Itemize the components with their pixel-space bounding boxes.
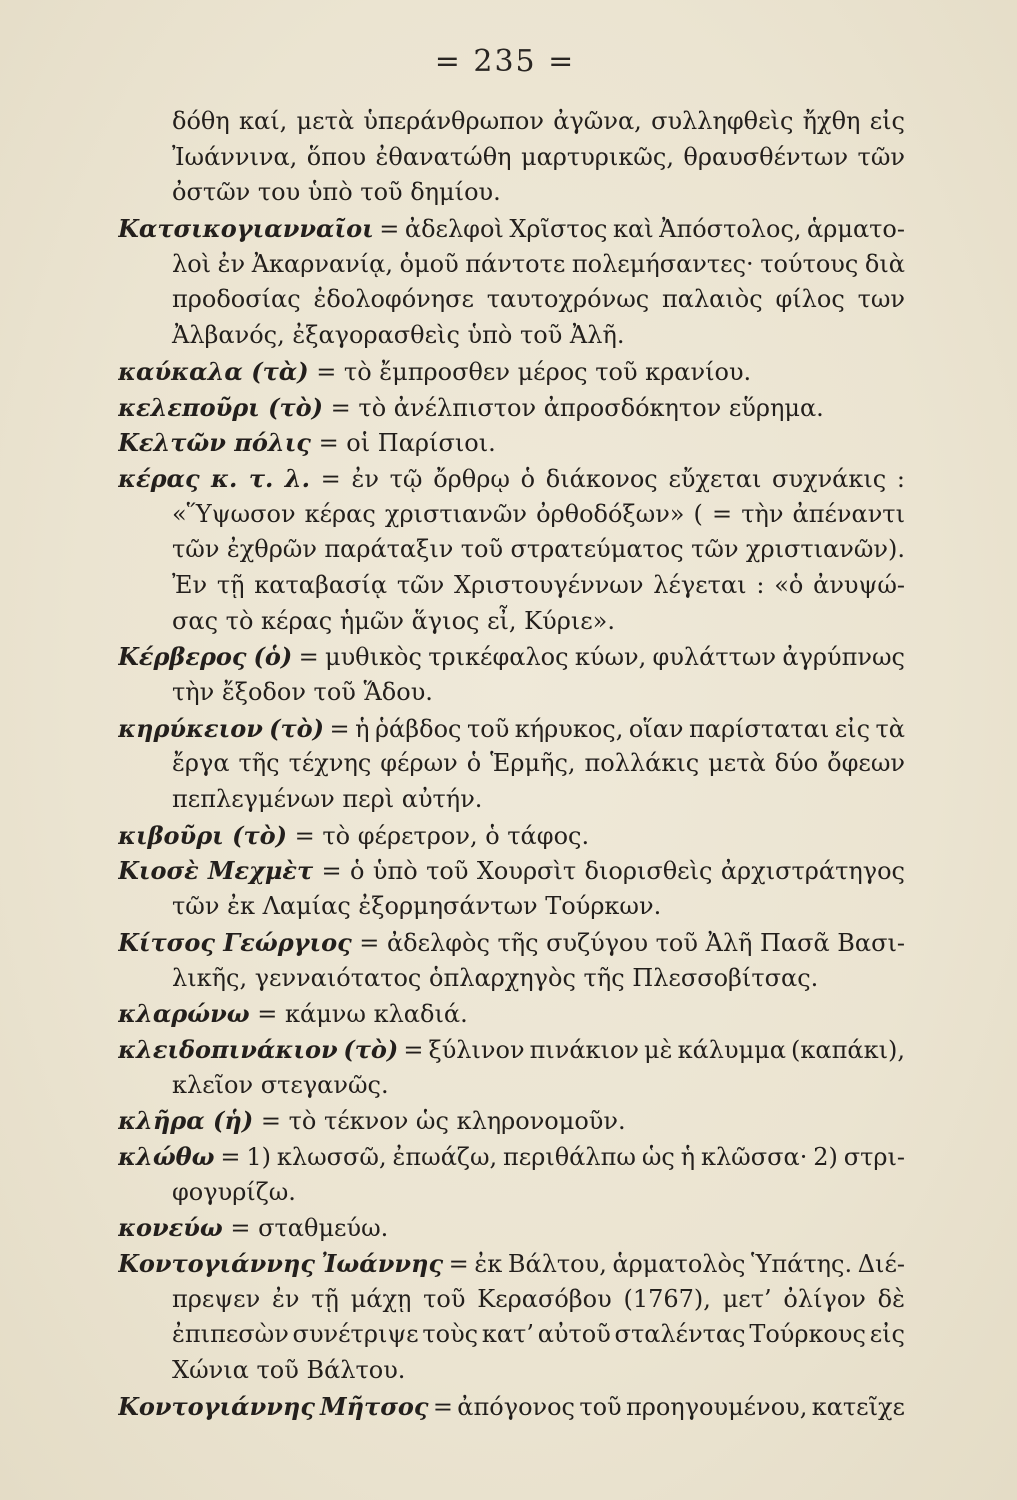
page-number: = 235 = xyxy=(434,44,576,79)
line-content xyxy=(118,853,905,889)
glossary-entry xyxy=(118,996,905,1032)
line-content xyxy=(172,746,905,782)
definition-text: = τὸ φέρετρον, ὁ τάφος. xyxy=(294,821,590,850)
line-content xyxy=(118,818,589,854)
text-line xyxy=(118,1246,905,1282)
headword: Κιοσὲ Μεχμὲτ xyxy=(118,856,314,886)
text-line xyxy=(118,1032,905,1068)
headword: κονεύω xyxy=(118,1213,223,1243)
definition-text: πεπλεγμένων περὶ αὐτήν. xyxy=(172,785,483,814)
definition-text: πρεψεν ἐν τῇ μάχῃ τοῦ Κερασόβου (1767), μετ’ ὀλίγον δὲ xyxy=(172,1284,905,1313)
line-content xyxy=(118,639,905,675)
line-content xyxy=(172,1317,905,1353)
text-line xyxy=(118,532,905,568)
glossary-entry xyxy=(118,1103,905,1139)
definition-text: Χώνια τοῦ Βάλτου. xyxy=(172,1356,406,1385)
definition-text: = ἀδελφὸς τῆς συζύγου τοῦ Ἀλῆ Πασᾶ Βασι- xyxy=(359,928,905,957)
line-content xyxy=(172,104,905,140)
line-content xyxy=(118,1103,626,1139)
headword: καύκαλα (τὰ) xyxy=(118,356,309,386)
definition-text: = σταθμεύω. xyxy=(230,1214,389,1243)
text-line xyxy=(118,390,905,426)
headword: Κέρβερος (ὁ) xyxy=(118,642,293,672)
text-line xyxy=(118,425,905,461)
text-line xyxy=(118,889,905,925)
text-line xyxy=(118,1103,905,1139)
text-line xyxy=(118,1389,905,1425)
headword: κλώθω xyxy=(118,1141,215,1171)
text-line xyxy=(118,1139,905,1175)
headword: Κατσικογιανναῖοι xyxy=(118,214,374,244)
line-content xyxy=(118,1389,905,1425)
line-content xyxy=(118,211,905,247)
line-content xyxy=(172,675,433,711)
text-line xyxy=(118,175,905,211)
definition-text: = ἀπόγονος τοῦ προηγουμένου, κατεῖχε xyxy=(432,1392,905,1421)
definition-text: δόθη καί, μετὰ ὑπεράνθρωπον ἀγῶνα, συλληφθεὶς ἤχθη εἰς xyxy=(172,107,905,135)
definition-text: = ξύλινον πινάκιον μὲ κάλυμμα (καπάκι), xyxy=(403,1035,905,1064)
definition-text: = τὸ ἔμπροσθεν μέρος τοῦ κρανίου. xyxy=(316,357,752,386)
definition-text: κλεῖον στεγανῶς. xyxy=(172,1070,389,1099)
definition-text: προδοσίας ἐδολοφόνησε ταυτοχρόνως παλαιὸς φίλος των xyxy=(172,285,905,314)
definition-text: ὀστῶν του ὑπὸ τοῦ δημίου. xyxy=(172,178,501,207)
definition-text: λικῆς, γενναιότατος ὁπλαρχηγὸς τῆς Πλεσσοβίτσας. xyxy=(172,963,819,992)
line-content xyxy=(118,354,751,390)
definition-text: φογυρίζω. xyxy=(172,1177,296,1206)
text-line xyxy=(118,568,905,604)
glossary-entry xyxy=(118,390,905,426)
line-content xyxy=(172,497,905,533)
glossary-entry xyxy=(118,1210,905,1246)
line-content xyxy=(172,140,905,176)
definition-text: = ὁ ὑπὸ τοῦ Χουρσὶτ διορισθεὶς ἀρχιστράτηγος xyxy=(321,857,905,886)
line-content xyxy=(118,711,905,747)
definition-text: = μυθικὸς τρικέφαλος κύων, φυλάττων ἀγρύπνως xyxy=(298,643,905,672)
text-line xyxy=(118,461,905,497)
text-line xyxy=(118,925,905,961)
line-content xyxy=(172,568,905,604)
line-content xyxy=(118,461,905,497)
definition-text: «Ὕψωσον κέρας χριστιανῶν ὀρθοδόξων» ( = τὴν ἀπέναντι xyxy=(172,499,905,528)
text-line xyxy=(118,1210,905,1246)
line-content xyxy=(118,925,905,961)
glossary-entry xyxy=(118,1246,905,1389)
headword: κέρας κ. τ. λ. xyxy=(118,463,310,493)
headword: κελεποῦρι (τὸ) xyxy=(118,392,324,422)
glossary-entry xyxy=(118,818,905,854)
definition-text: = ἡ ῥάβδος τοῦ κήρυκος, οἵαν παρίσταται εἰς τὰ xyxy=(329,714,905,743)
line-content xyxy=(172,247,905,283)
line-content xyxy=(118,390,824,426)
text-line xyxy=(118,853,905,889)
definition-text: ἐπιπεσὼν συνέτριψε τοὺς κατ’ αὐτοῦ σταλέντας Τούρκους εἰς xyxy=(172,1320,905,1349)
definition-text: Ἰωάννινα, ὅπου ἐθανατώθη μαρτυρικῶς, θραυσθέντων τῶν xyxy=(172,142,905,171)
text-line xyxy=(118,318,905,354)
headword: κλαρώνω xyxy=(118,999,250,1029)
definition-text: σας τὸ κέρας ἡμῶν ἅγιος εἶ, Κύριε». xyxy=(172,606,615,635)
glossary-entry xyxy=(118,354,905,390)
glossary-entry xyxy=(118,853,905,924)
definition-text: = τὸ τέκνον ὡς κληρονομοῦν. xyxy=(260,1107,626,1136)
glossary-entry xyxy=(118,425,905,461)
text-line xyxy=(118,1282,905,1318)
glossary-entry xyxy=(118,1139,905,1210)
text-line xyxy=(118,818,905,854)
headword: κηρύκειον (τὸ) xyxy=(118,713,324,743)
text-line xyxy=(118,746,905,782)
glossary-entry xyxy=(118,711,905,818)
definition-text: Ἀλβανός, ἐξαγορασθεὶς ὑπὸ τοῦ Ἀλῆ. xyxy=(172,321,625,350)
text-line xyxy=(118,1317,905,1353)
line-content xyxy=(172,1282,905,1318)
text-line xyxy=(118,140,905,176)
line-content xyxy=(172,532,905,568)
definition-text: = τὸ ἀνέλπιστον ἀπροσδόκητον εὕρημα. xyxy=(330,393,824,422)
glossary-entry xyxy=(118,104,905,211)
glossary-entry xyxy=(118,925,905,996)
text-line xyxy=(118,211,905,247)
definition-text: = ἀδελφοὶ Χρῖστος καὶ Ἀπόστολος, ἁρματο- xyxy=(379,215,905,244)
text-line xyxy=(118,711,905,747)
headword: κλειδοπινάκιον (τὸ) xyxy=(118,1034,399,1064)
definition-text: λοὶ ἐν Ἀκαρνανίᾳ, ὁμοῦ πάντοτε πολεμήσαντες· τούτους διὰ xyxy=(172,249,905,278)
line-content xyxy=(118,425,496,461)
headword: κλῆρα (ἡ) xyxy=(118,1106,254,1136)
line-content xyxy=(118,1246,905,1282)
glossary-text xyxy=(118,104,905,1424)
line-content xyxy=(118,1210,388,1246)
text-line xyxy=(118,1068,905,1104)
glossary-entry xyxy=(118,1032,905,1103)
line-content xyxy=(172,318,624,354)
line-content xyxy=(118,1032,905,1068)
line-content xyxy=(172,1068,389,1104)
headword: κιβοῦρι (τὸ) xyxy=(118,820,287,850)
text-line xyxy=(118,1175,905,1211)
line-content xyxy=(172,889,661,925)
text-line xyxy=(118,961,905,997)
line-content xyxy=(172,961,818,997)
definition-text: τὴν ἔξοδον τοῦ Ἅδου. xyxy=(172,678,433,706)
text-line xyxy=(118,282,905,318)
text-line xyxy=(118,604,905,640)
text-line xyxy=(118,782,905,818)
glossary-entry xyxy=(118,461,905,639)
text-line xyxy=(118,247,905,283)
definition-text: = 1) κλωσσῶ, ἐπωάζω, περιθάλπω ὡς ἡ κλῶσσα· 2) στρι- xyxy=(220,1142,905,1171)
text-line xyxy=(118,497,905,533)
text-line xyxy=(118,354,905,390)
text-line xyxy=(118,104,905,140)
text-line xyxy=(118,675,905,711)
line-content xyxy=(172,1353,405,1389)
text-line xyxy=(118,1353,905,1389)
line-content xyxy=(118,996,468,1032)
headword: Κελτῶν πόλις xyxy=(118,428,311,458)
definition-text: = ἐν τῷ ὄρθρῳ ὁ διάκονος εὔχεται συχνάκις : xyxy=(320,464,905,493)
glossary-entry xyxy=(118,1389,905,1425)
definition-text: Ἐν τῇ καταβασίᾳ τῶν Χριστουγέννων λέγεται : «ὁ ἀνυψώ- xyxy=(172,570,905,599)
headword: Κοντογιάννης Μῆτσος xyxy=(118,1391,429,1421)
line-content xyxy=(172,282,905,318)
glossary-entry xyxy=(118,211,905,354)
definition-text: = κάμνω κλαδιά. xyxy=(257,1000,468,1029)
definition-text: τῶν ἐχθρῶν παράταξιν τοῦ στρατεύματος τῶν χριστιανῶν). xyxy=(172,535,905,564)
line-content xyxy=(172,604,615,640)
headword: Κοντογιάννης Ἰωάννης xyxy=(118,1249,444,1278)
headword: Κίτσος Γεώργιος xyxy=(118,927,352,957)
definition-text: = ἐκ Βάλτου, ἁρματολὸς Ὑπάτης. Διέ- xyxy=(448,1250,905,1278)
line-content xyxy=(172,175,501,211)
definition-text: τῶν ἐκ Λαμίας ἐξορμησάντων Τούρκων. xyxy=(172,892,662,921)
text-line xyxy=(118,639,905,675)
text-line xyxy=(118,996,905,1032)
line-content xyxy=(172,1175,296,1211)
line-content xyxy=(172,782,482,818)
line-content xyxy=(118,1139,905,1175)
glossary-entry xyxy=(118,639,905,710)
definition-text: ἔργα τῆς τέχνης φέρων ὁ Ἑρμῆς, πολλάκις μετὰ δύο ὄφεων xyxy=(172,749,905,778)
definition-text: = οἱ Παρίσιοι. xyxy=(318,429,496,458)
